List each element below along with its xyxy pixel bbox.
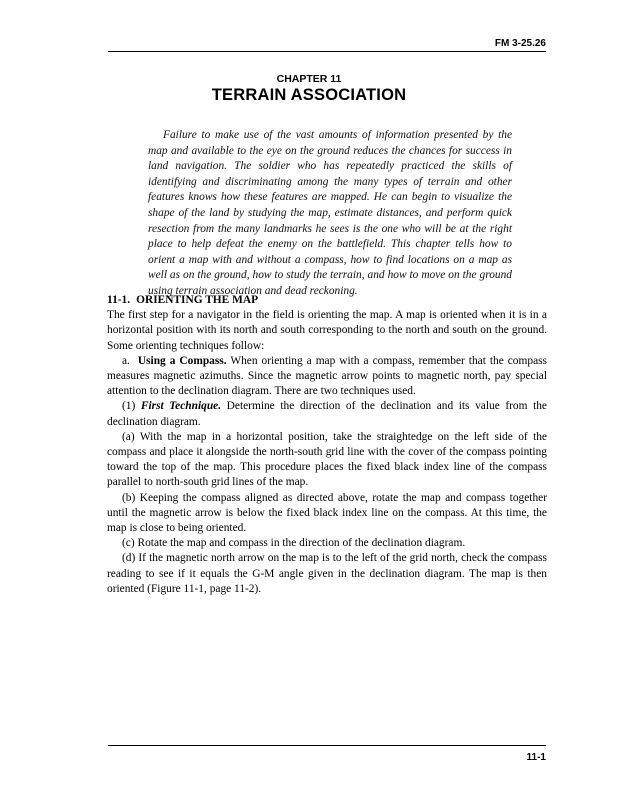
paragraph-label: a. xyxy=(122,354,130,367)
section-body xyxy=(107,293,547,597)
paragraph-first-technique xyxy=(107,399,547,429)
footer-rule xyxy=(108,745,546,746)
header-rule xyxy=(108,51,546,52)
paragraph-intro: The first step for a navigator in the field is orienting the map. A map is oriented when it is in a horizontal position with its north and south corresponding to the north and south on the ground. Some orienting techniques follow: xyxy=(107,309,547,352)
section-number: 11-1. xyxy=(107,294,131,306)
paragraph-step-c: (c) Rotate the map and compass in the direction of the declination diagram. xyxy=(122,537,466,550)
section-heading xyxy=(107,293,547,308)
chapter-number: CHAPTER 11 xyxy=(276,73,342,85)
paragraph-text: When orienting a map with a compass, remember that the compass measures magnetic azimuths. Since the magnetic arrow points to magnetic north, pay special attention to the declination diagram. There are two techniques used. xyxy=(107,354,547,398)
running-header-manual-id: FM 3-25.26 xyxy=(494,38,546,49)
paragraph-step-d: (d) If the magnetic north arrow on the map is to the left of the grid north, check the compass reading to see if it equals the G-M angle given in the declination diagram. The map is then oriented (Figure 11-1, page 11-2). xyxy=(107,552,547,595)
paragraph-heading-first-technique: First Technique. xyxy=(140,400,222,413)
paragraph-using-compass xyxy=(107,354,547,400)
paragraph-step-b: (b) Keeping the compass aligned as directed above, rotate the map and compass together until the magnetic arrow is below the fixed black index line on the compass. At this time, the map is close to being oriented. xyxy=(107,491,547,535)
page-number: 11-1 xyxy=(526,752,546,763)
paragraph-step-a: (a) With the map in a horizontal position, take the straightedge on the left side of the compass and place it alongside the north-south grid line with the cover of the compass pointing toward the top of the map. This procedure places the fixed black index line of the compass parallel to north-south grid lines of the map. xyxy=(107,430,547,489)
paragraph-heading-using-compass: Using a Compass. xyxy=(137,354,227,367)
paragraph-label: (1) xyxy=(122,400,136,413)
section-title: ORIENTING THE MAP xyxy=(136,294,259,306)
chapter-title: TERRAIN ASSOCIATION xyxy=(211,86,407,104)
chapter-introduction: Failure to make use of the vast amounts of information presented by the map and available to the eye on the ground reduces the chances for success in land navigation. The soldier who has repeatedly practiced the skills of identifying and discriminating among the many types of terrain and other features knows how these features are mapped. He can begin to visualize the shape of the land by studying the map, estimate distances, and perform quick resection from the many landmarks he sees is the one who will be at the right place to help defeat the enemy on the battlefield. This chapter tells how to orient a map with and without a compass, how to find locations on a map as well as on the ground, how to study the terrain, and how to move on the ground using terrain association and dead reckoning. xyxy=(148,129,512,297)
paragraph-text: Determine the direction of the declination and its value from the declination diagram. xyxy=(107,400,547,428)
